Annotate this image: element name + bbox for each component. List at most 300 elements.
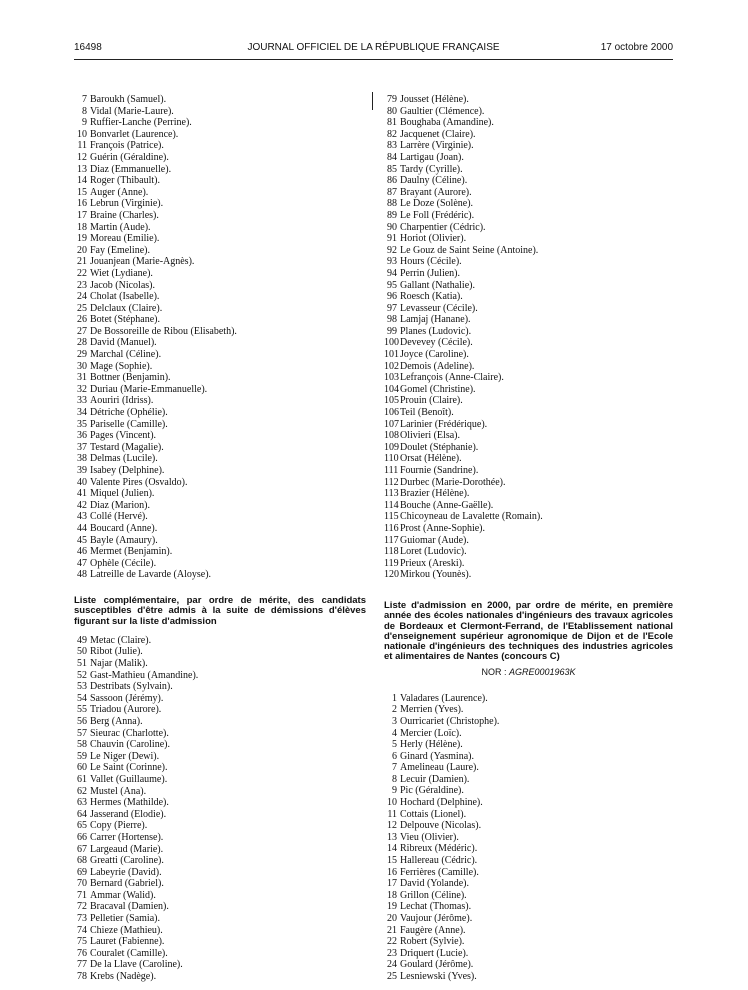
candidate-name: Bottner (Benjamin). bbox=[90, 372, 171, 384]
rank-number: 100 bbox=[384, 337, 399, 349]
rank-number: 24 bbox=[77, 291, 87, 303]
list-item bbox=[74, 820, 366, 832]
rank-number: 103 bbox=[384, 372, 399, 384]
candidate-name: Mage (Sophie). bbox=[90, 360, 153, 372]
candidate-name: Pic (Géraldine). bbox=[400, 785, 464, 797]
candidate-name: David (Manuel). bbox=[90, 337, 157, 349]
rank-number: 88 bbox=[387, 198, 397, 210]
candidate-name: Largeaud (Marie). bbox=[90, 843, 164, 855]
list-item bbox=[74, 809, 366, 821]
list-item bbox=[74, 140, 366, 152]
list-item bbox=[74, 164, 366, 176]
candidate-name: Cottais (Lionel). bbox=[400, 808, 467, 820]
candidate-name: Herly (Hélène). bbox=[400, 739, 463, 751]
list-item bbox=[384, 140, 673, 152]
candidate-name: De la Llave (Caroline). bbox=[90, 959, 183, 971]
list-item bbox=[74, 198, 366, 210]
rank-number: 54 bbox=[77, 692, 87, 704]
candidate-name: Ginard (Yasmina). bbox=[400, 750, 474, 762]
rank-number: 108 bbox=[384, 430, 399, 442]
concours-c-admission-list bbox=[384, 693, 673, 983]
candidate-name: Aouriri (Idriss). bbox=[90, 395, 154, 407]
rank-number: 7 bbox=[392, 762, 397, 774]
list-item bbox=[74, 523, 366, 535]
rank-number: 75 bbox=[77, 936, 87, 948]
rank-number: 10 bbox=[387, 797, 397, 809]
candidate-name: Gast-Mathieu (Amandine). bbox=[90, 669, 199, 681]
rank-number: 77 bbox=[77, 959, 87, 971]
rank-number: 20 bbox=[387, 913, 397, 924]
candidate-name: Le Saint (Corinne). bbox=[90, 762, 168, 774]
rank-number: 105 bbox=[384, 395, 399, 407]
candidate-name: Fournie (Sandrine). bbox=[400, 465, 479, 476]
list-item bbox=[74, 349, 366, 361]
candidate-name: Lebrun (Virginie). bbox=[90, 198, 164, 210]
rank-number: 11 bbox=[77, 140, 87, 152]
list-item bbox=[74, 430, 366, 442]
rank-number: 107 bbox=[384, 418, 399, 430]
candidate-name: Détriche (Ophélie). bbox=[90, 407, 168, 419]
candidate-name: Vaujour (Jérôme). bbox=[400, 913, 473, 924]
list-item bbox=[74, 465, 366, 477]
list-item bbox=[384, 106, 673, 118]
candidate-name: Testard (Magalie). bbox=[90, 441, 164, 453]
candidate-name: Roesch (Katia). bbox=[400, 291, 463, 303]
rank-number: 11 bbox=[387, 808, 397, 820]
candidate-name: Amelineau (Laure). bbox=[400, 762, 479, 774]
candidate-name: Greatti (Caroline). bbox=[90, 855, 164, 867]
rank-number: 35 bbox=[77, 418, 87, 430]
nor-reference bbox=[384, 667, 673, 677]
candidate-name: Collé (Hervé). bbox=[90, 511, 148, 523]
list-item bbox=[384, 546, 673, 558]
candidate-name: Triadou (Aurore). bbox=[90, 704, 162, 716]
list-item bbox=[74, 959, 366, 971]
list-item bbox=[74, 971, 366, 983]
rank-number: 36 bbox=[77, 430, 87, 442]
list-item bbox=[384, 337, 673, 349]
list-item bbox=[384, 693, 673, 705]
candidate-name: Bonvarlet (Laurence). bbox=[90, 128, 179, 140]
list-item bbox=[74, 337, 366, 349]
list-item bbox=[74, 855, 366, 867]
candidate-name: Pages (Vincent). bbox=[90, 430, 157, 442]
candidate-name: Mermet (Benjamin). bbox=[90, 546, 173, 558]
candidate-name: Prost (Anne-Sophie). bbox=[400, 522, 485, 534]
rank-number: 78 bbox=[77, 971, 87, 983]
list-item bbox=[74, 670, 366, 682]
candidate-name: Le Niger (Dewi). bbox=[90, 750, 160, 762]
list-item bbox=[74, 558, 366, 570]
rank-number: 87 bbox=[387, 186, 397, 198]
list-item bbox=[74, 774, 366, 786]
list-item bbox=[384, 256, 673, 268]
admission-list-title: Liste d'admission en 2000, par ordre de mérite, en première année des écoles nationales d'ingénieurs des travaux agricoles de Bordeaux et Clermont-Ferrand, de l'Etablissement national d'enseignement supérieur agronomique de Dijon et de l'Ecole nationale d'ingénieurs des techniques des industries agricoles et alimentaires de Nantes (concours C) bbox=[384, 599, 673, 663]
rank-number: 21 bbox=[77, 256, 87, 268]
list-item bbox=[384, 303, 673, 315]
rank-number: 84 bbox=[387, 151, 397, 163]
candidate-name: Horiot (Olivier). bbox=[400, 233, 467, 245]
candidate-name: Larinier (Frédérique). bbox=[400, 418, 488, 430]
list-item bbox=[384, 739, 673, 751]
list-item bbox=[384, 511, 673, 523]
list-item bbox=[384, 797, 673, 809]
rank-number: 41 bbox=[77, 488, 87, 500]
rank-number: 113 bbox=[384, 488, 399, 500]
rank-number: 23 bbox=[77, 279, 87, 291]
candidate-name: Berg (Anna). bbox=[90, 715, 143, 727]
candidate-name: Devevey (Cécile). bbox=[400, 337, 473, 349]
rank-number: 3 bbox=[392, 715, 397, 727]
rank-number: 6 bbox=[392, 750, 397, 762]
rank-number: 15 bbox=[77, 186, 87, 198]
rank-number: 55 bbox=[77, 704, 87, 716]
rank-number: 21 bbox=[387, 924, 397, 936]
candidate-name: Ferrières (Camille). bbox=[400, 866, 479, 878]
list-item bbox=[384, 94, 673, 106]
list-item bbox=[74, 948, 366, 960]
list-item bbox=[384, 535, 673, 547]
candidate-name: Lechat (Thomas). bbox=[400, 901, 472, 913]
rank-number: 90 bbox=[387, 221, 397, 233]
list-item bbox=[74, 511, 366, 523]
list-item bbox=[74, 129, 366, 141]
list-item bbox=[74, 407, 366, 419]
candidate-name: Brazier (Hélène). bbox=[400, 488, 470, 500]
candidate-name: Larrère (Virginie). bbox=[400, 140, 474, 152]
list-item bbox=[384, 384, 673, 396]
rank-number: 29 bbox=[77, 349, 87, 361]
candidate-name: Lauret (Fabienne). bbox=[90, 936, 165, 948]
list-item bbox=[384, 925, 673, 937]
rank-number: 82 bbox=[387, 128, 397, 140]
list-item bbox=[384, 820, 673, 832]
right-column bbox=[384, 94, 673, 983]
candidate-name: Ribreux (Médéric). bbox=[400, 843, 478, 855]
candidate-name: Gaultier (Clémence). bbox=[400, 105, 485, 117]
list-item bbox=[74, 222, 366, 234]
list-item bbox=[74, 535, 366, 547]
rank-number: 16 bbox=[387, 866, 397, 878]
candidate-name: Durbec (Marie-Dorothée). bbox=[400, 476, 506, 488]
candidate-name: Boucard (Anne). bbox=[90, 522, 158, 534]
candidate-name: Carrer (Hortense). bbox=[90, 831, 164, 843]
rank-number: 46 bbox=[77, 546, 87, 558]
list-item bbox=[74, 268, 366, 280]
list-item bbox=[384, 117, 673, 129]
rank-number: 86 bbox=[387, 175, 397, 187]
column-rule bbox=[372, 92, 373, 110]
candidate-name: Perrin (Julien). bbox=[400, 267, 460, 279]
list-item bbox=[384, 164, 673, 176]
rank-number: 10 bbox=[77, 128, 87, 140]
nor-label: NOR : bbox=[481, 666, 507, 677]
rank-number: 22 bbox=[77, 267, 87, 279]
list-item bbox=[74, 106, 366, 118]
list-item bbox=[74, 704, 366, 716]
list-item bbox=[74, 303, 366, 315]
rank-number: 42 bbox=[77, 499, 87, 511]
candidate-name: Robert (Sylvie). bbox=[400, 936, 465, 948]
candidate-name: Planes (Ludovic). bbox=[400, 325, 472, 337]
list-item bbox=[74, 546, 366, 558]
rank-number: 93 bbox=[387, 256, 397, 268]
rank-number: 74 bbox=[77, 924, 87, 936]
candidate-name: Orsat (Hélène). bbox=[400, 453, 462, 465]
rank-number: 59 bbox=[77, 750, 87, 762]
candidate-name: Latreille de Lavarde (Aloyse). bbox=[90, 569, 212, 581]
candidate-name: Jacquenet (Claire). bbox=[400, 128, 476, 140]
rank-number: 44 bbox=[77, 522, 87, 534]
list-item bbox=[384, 372, 673, 384]
rank-number: 34 bbox=[77, 407, 87, 419]
list-item bbox=[74, 901, 366, 913]
rank-number: 95 bbox=[387, 279, 397, 291]
list-item bbox=[384, 222, 673, 234]
list-item bbox=[384, 867, 673, 879]
rank-number: 18 bbox=[387, 889, 397, 901]
list-item bbox=[384, 890, 673, 902]
list-item bbox=[384, 558, 673, 570]
candidate-name: Martin (Aude). bbox=[90, 221, 151, 233]
candidate-name: Chieze (Mathieu). bbox=[90, 924, 163, 936]
list-item bbox=[74, 117, 366, 129]
candidate-name: Prouin (Claire). bbox=[400, 395, 463, 407]
candidate-name: Copy (Pierre). bbox=[90, 820, 148, 832]
candidate-name: Ophèle (Cécile). bbox=[90, 557, 157, 569]
list-item bbox=[74, 256, 366, 268]
list-item bbox=[384, 280, 673, 292]
list-item bbox=[384, 129, 673, 141]
rank-number: 52 bbox=[77, 669, 87, 681]
list-item bbox=[384, 210, 673, 222]
candidate-name: Doulet (Stéphanie). bbox=[400, 441, 479, 453]
rank-number: 79 bbox=[387, 94, 397, 105]
list-item bbox=[74, 477, 366, 489]
list-item bbox=[74, 442, 366, 454]
candidate-name: Guérin (Géraldine). bbox=[90, 151, 169, 163]
list-item bbox=[384, 948, 673, 960]
candidate-name: Daulny (Céline). bbox=[400, 175, 468, 187]
rank-number: 12 bbox=[387, 820, 397, 832]
candidate-name: Gallant (Nathalie). bbox=[400, 279, 475, 291]
rank-number: 85 bbox=[387, 163, 397, 175]
list-item bbox=[384, 442, 673, 454]
list-item bbox=[74, 326, 366, 338]
candidate-name: Faugère (Anne). bbox=[400, 924, 466, 936]
rank-number: 27 bbox=[77, 325, 87, 337]
list-item bbox=[384, 774, 673, 786]
admission-list-continued bbox=[74, 94, 366, 581]
list-item bbox=[384, 430, 673, 442]
rank-number: 106 bbox=[384, 407, 399, 419]
candidate-name: Lesniewski (Yves). bbox=[400, 970, 477, 982]
list-item bbox=[384, 152, 673, 164]
rank-number: 15 bbox=[387, 855, 397, 867]
candidate-name: Hours (Cécile). bbox=[400, 256, 462, 268]
candidate-name: Teil (Benoît). bbox=[400, 407, 454, 419]
rank-number: 66 bbox=[77, 831, 87, 843]
list-item bbox=[384, 314, 673, 326]
list-item bbox=[384, 361, 673, 373]
candidate-name: Couralet (Camille). bbox=[90, 947, 168, 959]
candidate-name: Lecuir (Damien). bbox=[400, 773, 470, 785]
rank-number: 20 bbox=[77, 244, 87, 256]
candidate-name: Levasseur (Cécile). bbox=[400, 302, 478, 314]
rank-number: 18 bbox=[77, 221, 87, 233]
candidate-name: Grillon (Céline). bbox=[400, 889, 467, 901]
list-item bbox=[384, 349, 673, 361]
rank-number: 101 bbox=[384, 349, 399, 361]
candidate-name: Demois (Adeline). bbox=[400, 360, 475, 372]
candidate-name: Vieu (Olivier). bbox=[400, 831, 459, 843]
rank-number: 39 bbox=[77, 465, 87, 476]
rank-number: 56 bbox=[77, 715, 87, 727]
candidate-name: Valente Pires (Osvaldo). bbox=[90, 476, 188, 488]
candidate-name: Metac (Claire). bbox=[90, 634, 152, 646]
candidate-name: Boughaba (Amandine). bbox=[400, 117, 494, 129]
candidate-name: Auger (Anne). bbox=[90, 186, 149, 198]
list-item bbox=[384, 809, 673, 821]
list-item bbox=[384, 785, 673, 797]
page-number: 16498 bbox=[74, 42, 102, 53]
candidate-name: Hallereau (Cédric). bbox=[400, 855, 478, 867]
list-item bbox=[74, 751, 366, 763]
candidate-name: Wiet (Lydiane). bbox=[90, 267, 153, 279]
rank-number: 94 bbox=[387, 267, 397, 279]
rank-number: 83 bbox=[387, 140, 397, 152]
candidate-name: Sassoon (Jérémy). bbox=[90, 692, 164, 704]
candidate-name: Diaz (Emmanuelle). bbox=[90, 163, 172, 175]
rank-number: 68 bbox=[77, 855, 87, 867]
candidate-name: Lefrançois (Anne-Claire). bbox=[400, 372, 504, 384]
header-rule bbox=[74, 59, 673, 60]
rank-number: 40 bbox=[77, 476, 87, 488]
rank-number: 76 bbox=[77, 947, 87, 959]
rank-number: 9 bbox=[392, 785, 397, 797]
candidate-name: Le Foll (Frédéric). bbox=[400, 209, 475, 221]
candidate-name: Hermes (Mathilde). bbox=[90, 797, 169, 809]
rank-number: 14 bbox=[77, 175, 87, 187]
candidate-name: Mercier (Loïc). bbox=[400, 727, 462, 739]
candidate-name: Jacob (Nicolas). bbox=[90, 279, 155, 291]
candidate-name: Bracaval (Damien). bbox=[90, 901, 169, 913]
list-item bbox=[74, 658, 366, 670]
candidate-name: Guiomar (Aude). bbox=[400, 534, 469, 546]
rank-number: 114 bbox=[384, 499, 399, 511]
candidate-name: Diaz (Marion). bbox=[90, 499, 150, 511]
publication-date: 17 octobre 2000 bbox=[600, 42, 673, 53]
list-item bbox=[74, 314, 366, 326]
rank-number: 28 bbox=[77, 337, 87, 349]
rank-number: 110 bbox=[384, 453, 399, 465]
rank-number: 8 bbox=[82, 105, 87, 117]
list-item bbox=[384, 728, 673, 740]
list-item bbox=[384, 453, 673, 465]
list-item bbox=[384, 704, 673, 716]
list-item bbox=[74, 635, 366, 647]
candidate-name: Ammar (Walid). bbox=[90, 889, 156, 901]
rank-number: 43 bbox=[77, 511, 87, 523]
rank-number: 49 bbox=[77, 634, 87, 646]
list-item bbox=[384, 395, 673, 407]
candidate-name: Jousset (Hélène). bbox=[400, 94, 469, 105]
candidate-name: Driquert (Lucie). bbox=[400, 947, 469, 959]
rank-number: 50 bbox=[77, 646, 87, 658]
candidate-name: Destribats (Sylvain). bbox=[90, 681, 173, 693]
rank-number: 65 bbox=[77, 820, 87, 832]
candidate-name: Le Doze (Solène). bbox=[400, 198, 474, 210]
list-item bbox=[384, 268, 673, 280]
rank-number: 5 bbox=[392, 739, 397, 751]
candidate-name: Najar (Malik). bbox=[90, 658, 148, 670]
rank-number: 91 bbox=[387, 233, 397, 245]
list-item bbox=[384, 843, 673, 855]
candidate-name: Fay (Emeline). bbox=[90, 244, 150, 256]
candidate-name: François (Patrice). bbox=[90, 140, 164, 152]
rank-number: 51 bbox=[77, 658, 87, 670]
rank-number: 17 bbox=[77, 209, 87, 221]
candidate-name: Chauvin (Caroline). bbox=[90, 739, 170, 751]
candidate-name: Goulard (Jérôme). bbox=[400, 959, 474, 971]
candidate-name: Delclaux (Claire). bbox=[90, 302, 163, 314]
list-item bbox=[74, 681, 366, 693]
rank-number: 109 bbox=[384, 441, 399, 453]
candidate-name: Lartigau (Joan). bbox=[400, 151, 464, 163]
list-item bbox=[74, 245, 366, 257]
candidate-name: David (Yolande). bbox=[400, 878, 469, 890]
rank-number: 7 bbox=[82, 94, 87, 105]
rank-number: 38 bbox=[77, 453, 87, 465]
rank-number: 67 bbox=[77, 843, 87, 855]
candidate-name: Miquel (Julien). bbox=[90, 488, 155, 500]
page-header bbox=[74, 42, 673, 56]
list-item bbox=[384, 523, 673, 535]
list-item bbox=[74, 716, 366, 728]
candidate-name: Mirkou (Younès). bbox=[400, 569, 472, 581]
rank-number: 118 bbox=[384, 546, 399, 558]
list-item bbox=[74, 913, 366, 925]
candidate-name: Cholat (Isabelle). bbox=[90, 291, 160, 303]
candidate-name: Isabey (Delphine). bbox=[90, 465, 165, 476]
list-item bbox=[384, 716, 673, 728]
list-item bbox=[74, 878, 366, 890]
rank-number: 14 bbox=[387, 843, 397, 855]
complementary-list-continued bbox=[384, 94, 673, 581]
rank-number: 25 bbox=[77, 302, 87, 314]
list-item bbox=[74, 94, 366, 106]
candidate-name: Ruffier-Lanche (Perrine). bbox=[90, 117, 192, 129]
candidate-name: Jasserand (Elodie). bbox=[90, 808, 167, 820]
left-column bbox=[74, 94, 366, 983]
candidate-name: Loret (Ludovic). bbox=[400, 546, 467, 558]
list-item bbox=[384, 569, 673, 581]
rank-number: 92 bbox=[387, 244, 397, 256]
rank-number: 71 bbox=[77, 889, 87, 901]
rank-number: 70 bbox=[77, 878, 87, 890]
rank-number: 47 bbox=[77, 557, 87, 569]
list-item bbox=[384, 959, 673, 971]
rank-number: 64 bbox=[77, 808, 87, 820]
list-item bbox=[74, 844, 366, 856]
candidate-name: Bernard (Gabriel). bbox=[90, 878, 164, 890]
rank-number: 19 bbox=[387, 901, 397, 913]
rank-number: 98 bbox=[387, 314, 397, 326]
list-item bbox=[74, 890, 366, 902]
candidate-name: Roger (Thibault). bbox=[90, 175, 160, 187]
list-item bbox=[74, 786, 366, 798]
rank-number: 104 bbox=[384, 383, 399, 395]
